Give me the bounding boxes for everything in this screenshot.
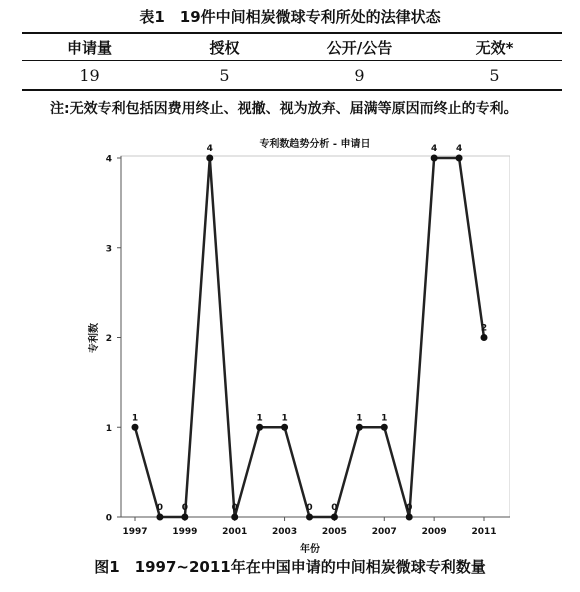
table-bottom-rule [22, 89, 562, 91]
header-published: 公开/公告 [326, 39, 393, 57]
data-label: 1 [281, 413, 288, 424]
series-line [135, 158, 484, 517]
data-point [181, 514, 188, 521]
header-granted: 授权 [209, 39, 240, 57]
data-point [331, 514, 338, 521]
x-tick-label: 2007 [371, 527, 397, 537]
header-invalid: 无效* [475, 39, 514, 57]
value-invalid: 5 [489, 66, 500, 85]
data-label: 4 [431, 144, 438, 154]
table-top-rule [22, 32, 562, 34]
y-tick-label: 2 [105, 334, 112, 344]
data-label: 1 [131, 413, 139, 424]
x-axis-label: 年份 [300, 544, 320, 554]
y-axis-label: 专利数 [89, 323, 100, 353]
data-label: 1 [256, 413, 263, 424]
patent-trend-chart [70, 136, 510, 554]
figure-caption: 图1 1997~2011年在中国申请的中间相炭微球专利数量 [94, 558, 486, 576]
data-label: 0 [181, 503, 188, 513]
x-tick-label: 1997 [122, 527, 148, 537]
table-note: 注:无效专利包括因费用终止、视撤、视为放弃、届满等原因而终止的专利。 [50, 101, 518, 117]
data-point [132, 424, 139, 431]
x-tick-label: 1999 [172, 527, 198, 537]
data-label: 4 [206, 144, 213, 154]
value-published: 9 [354, 66, 365, 85]
data-label: 0 [331, 503, 338, 513]
x-tick-label: 2003 [272, 527, 298, 537]
y-tick-label: 1 [105, 423, 112, 434]
x-tick-label: 2009 [421, 527, 447, 537]
value-granted: 5 [219, 66, 230, 85]
data-point [356, 424, 363, 431]
chart-title: 专利数趋势分析 - 申请日 [259, 139, 371, 150]
data-label: 0 [306, 503, 313, 513]
data-point [256, 424, 263, 431]
data-point [231, 514, 238, 521]
y-tick-label: 0 [105, 513, 112, 524]
value-applications: 19 [79, 66, 100, 85]
x-tick-label: 2001 [222, 527, 248, 537]
y-tick-label: 3 [105, 244, 112, 255]
data-label: 1 [381, 413, 388, 424]
data-label: 4 [455, 144, 463, 154]
x-tick-label: 2005 [321, 527, 347, 537]
data-point [156, 514, 163, 521]
data-point [481, 334, 488, 341]
data-label: 0 [156, 503, 164, 513]
data-point [456, 155, 463, 162]
data-label: 1 [356, 413, 363, 424]
y-tick-label: 4 [105, 154, 112, 165]
data-point [381, 424, 388, 431]
data-label: 2 [480, 323, 488, 334]
table-mid-rule [22, 60, 562, 61]
data-point [406, 514, 413, 521]
data-label: 0 [231, 503, 238, 513]
table-title: 表1 19件中间相炭微球专利所处的法律状态 [139, 8, 441, 26]
data-point [306, 514, 313, 521]
data-point [431, 155, 438, 162]
data-point [281, 424, 288, 431]
data-label: 0 [406, 503, 413, 513]
x-tick-label: 2011 [471, 527, 497, 537]
header-applications: 申请量 [66, 39, 112, 57]
plot-frame [121, 156, 510, 517]
data-point [206, 155, 213, 162]
